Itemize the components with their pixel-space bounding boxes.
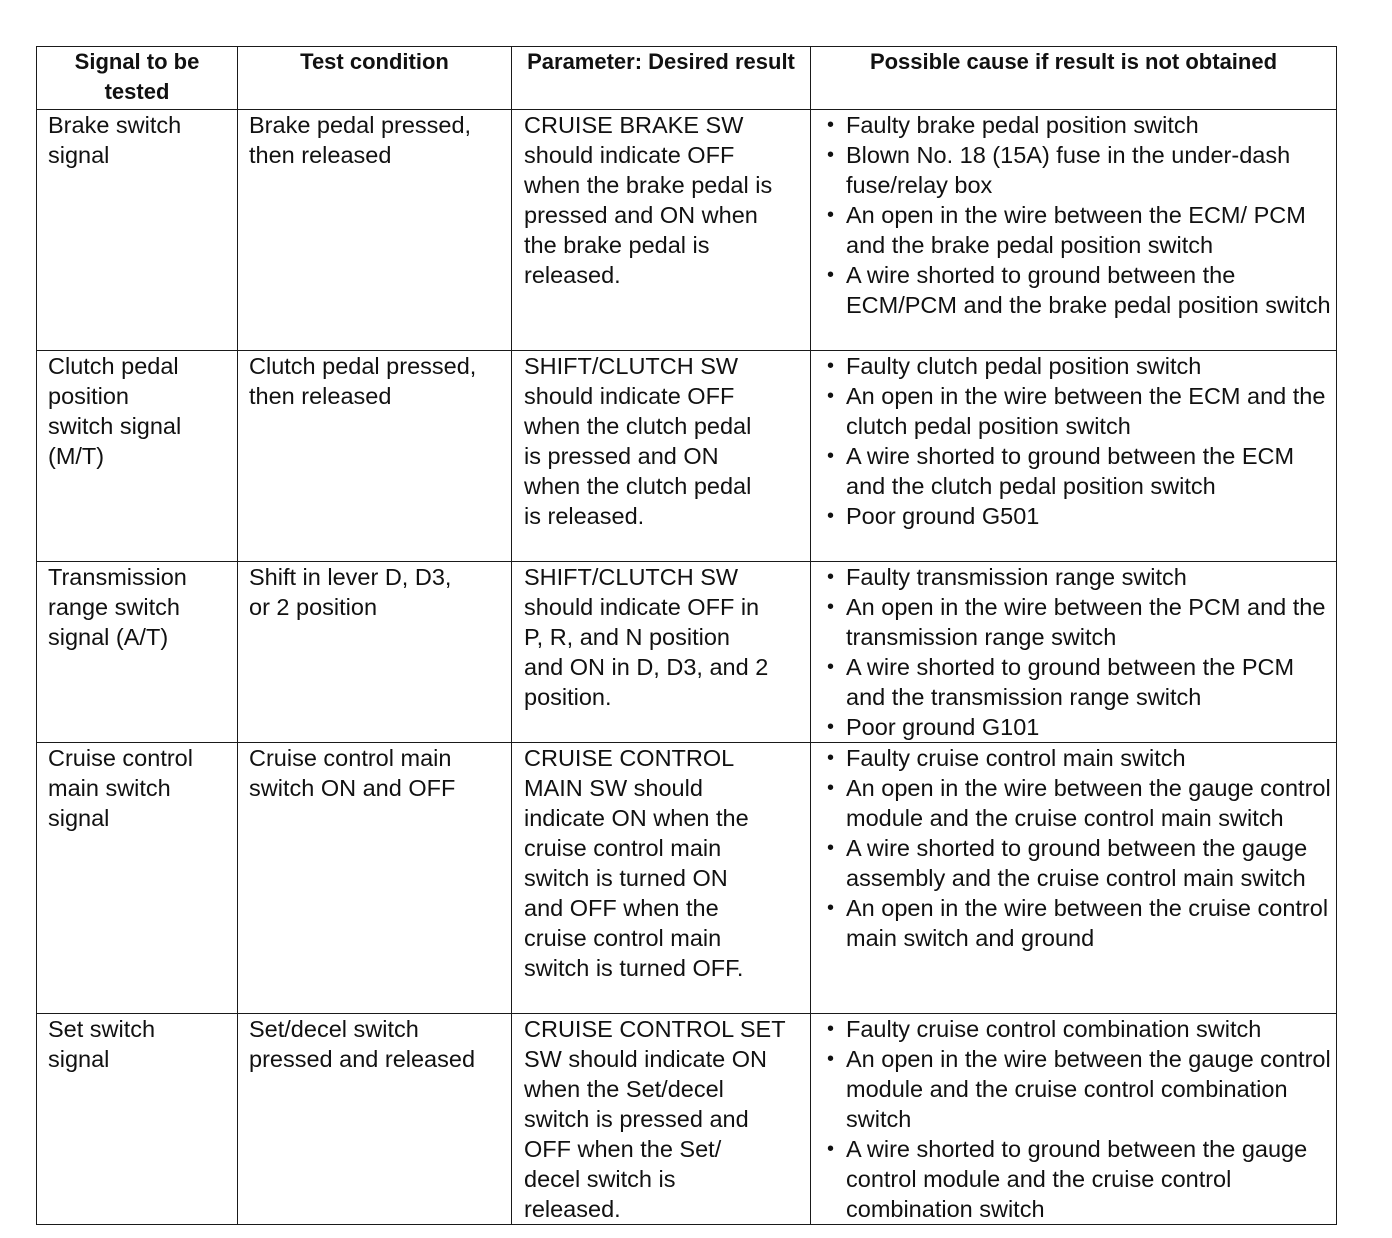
signal-text: Set switch signal (48, 1016, 156, 1072)
cause-item: • An open in the wire between the gauge control module and the cruise control main switch (821, 773, 1336, 833)
header-signal: Signal to be tested (37, 47, 238, 110)
parameter-cell (512, 562, 811, 743)
cause-list (821, 351, 1336, 531)
signal-text: Transmission range switch signal (A/T) (48, 564, 187, 650)
parameter-text: CRUISE CONTROL MAIN SW should indicate ON when the cruise control main switch is turned ON and OFF when the cruise control main switch is turned OFF. (524, 745, 749, 981)
table-row (37, 351, 1337, 562)
cause-list (821, 562, 1336, 742)
condition-text: Brake pedal pressed, then released (249, 112, 472, 168)
cause-item: • A wire shorted to ground between the gauge control module and the cruise control combination switch (821, 1134, 1336, 1224)
cause-item: • Poor ground G101 (821, 712, 1336, 742)
cause-item: • Faulty transmission range switch (821, 562, 1336, 592)
cause-item: • Faulty clutch pedal position switch (821, 351, 1336, 381)
condition-cell (238, 110, 512, 351)
signal-text: Brake switch signal (48, 112, 182, 168)
condition-text: Cruise control main switch ON and OFF (249, 745, 456, 801)
cause-item: • An open in the wire between the ECM/ PCM and the brake pedal position switch (821, 200, 1336, 260)
signal-cell (37, 1014, 238, 1225)
table-row (37, 562, 1337, 743)
cause-item: • A wire shorted to ground between the ECM and the clutch pedal position switch (821, 441, 1336, 501)
condition-text: Clutch pedal pressed, then released (249, 353, 477, 409)
header-test-condition: Test condition (238, 47, 512, 110)
cause-item: • A wire shorted to ground between the PCM and the transmission range switch (821, 652, 1336, 712)
cause-item: • Faulty cruise control main switch (821, 743, 1336, 773)
condition-cell (238, 743, 512, 1014)
parameter-text: SHIFT/CLUTCH SW should indicate OFF when the clutch pedal is pressed and ON when the clutch pedal is released. (524, 353, 752, 529)
cause-item: • Faulty cruise control combination switch (821, 1014, 1336, 1044)
parameter-text: CRUISE BRAKE SW should indicate OFF when the brake pedal is pressed and ON when the brake pedal is released. (524, 112, 773, 288)
condition-cell (238, 562, 512, 743)
cause-item: • An open in the wire between the ECM and the clutch pedal position switch (821, 381, 1336, 441)
cause-list (821, 110, 1336, 320)
cause-cell (811, 351, 1337, 562)
cause-item: • Blown No. 18 (15A) fuse in the under-dash fuse/relay box (821, 140, 1336, 200)
signal-cell (37, 351, 238, 562)
cause-item: • Faulty brake pedal position switch (821, 110, 1336, 140)
table-body (37, 110, 1337, 1225)
signal-cell (37, 562, 238, 743)
cause-item: • An open in the wire between the gauge control module and the cruise control combination switch (821, 1044, 1336, 1134)
condition-text: Set/decel switch pressed and released (249, 1016, 476, 1072)
header-row (37, 47, 1337, 110)
cause-item: • A wire shorted to ground between the gauge assembly and the cruise control main switch (821, 833, 1336, 893)
signal-cell (37, 743, 238, 1014)
parameter-text: CRUISE CONTROL SET SW should indicate ON when the Set/decel switch is pressed and OFF when the Set/ decel switch is released. (524, 1016, 786, 1222)
cause-cell (811, 110, 1337, 351)
parameter-cell (512, 351, 811, 562)
table-row (37, 110, 1337, 351)
table-row (37, 1014, 1337, 1225)
table-row (37, 743, 1337, 1014)
condition-cell (238, 351, 512, 562)
signal-cell (37, 110, 238, 351)
cause-item: • An open in the wire between the cruise control main switch and ground (821, 893, 1336, 953)
header-possible-cause: Possible cause if result is not obtained (811, 47, 1337, 110)
parameter-cell (512, 1014, 811, 1225)
parameter-cell (512, 110, 811, 351)
signal-text: Cruise control main switch signal (48, 745, 193, 831)
cause-cell (811, 743, 1337, 1014)
condition-cell (238, 1014, 512, 1225)
diagnostic-table (36, 46, 1337, 1225)
cause-list (821, 743, 1336, 953)
cause-item: • An open in the wire between the PCM and the transmission range switch (821, 592, 1336, 652)
cause-item: • A wire shorted to ground between the ECM/PCM and the brake pedal position switch (821, 260, 1336, 320)
condition-text: Shift in lever D, D3, or 2 position (249, 564, 452, 620)
cause-item: • Poor ground G501 (821, 501, 1336, 531)
cause-list (821, 1014, 1336, 1224)
parameter-text: SHIFT/CLUTCH SW should indicate OFF in P, R, and N position and ON in D, D3, and 2 position. (524, 564, 769, 710)
header-parameter: Parameter: Desired result (512, 47, 811, 110)
table-header (37, 47, 1337, 110)
parameter-cell (512, 743, 811, 1014)
signal-text: Clutch pedal position switch signal (M/T) (48, 353, 182, 469)
cause-cell (811, 562, 1337, 743)
cause-cell (811, 1014, 1337, 1225)
